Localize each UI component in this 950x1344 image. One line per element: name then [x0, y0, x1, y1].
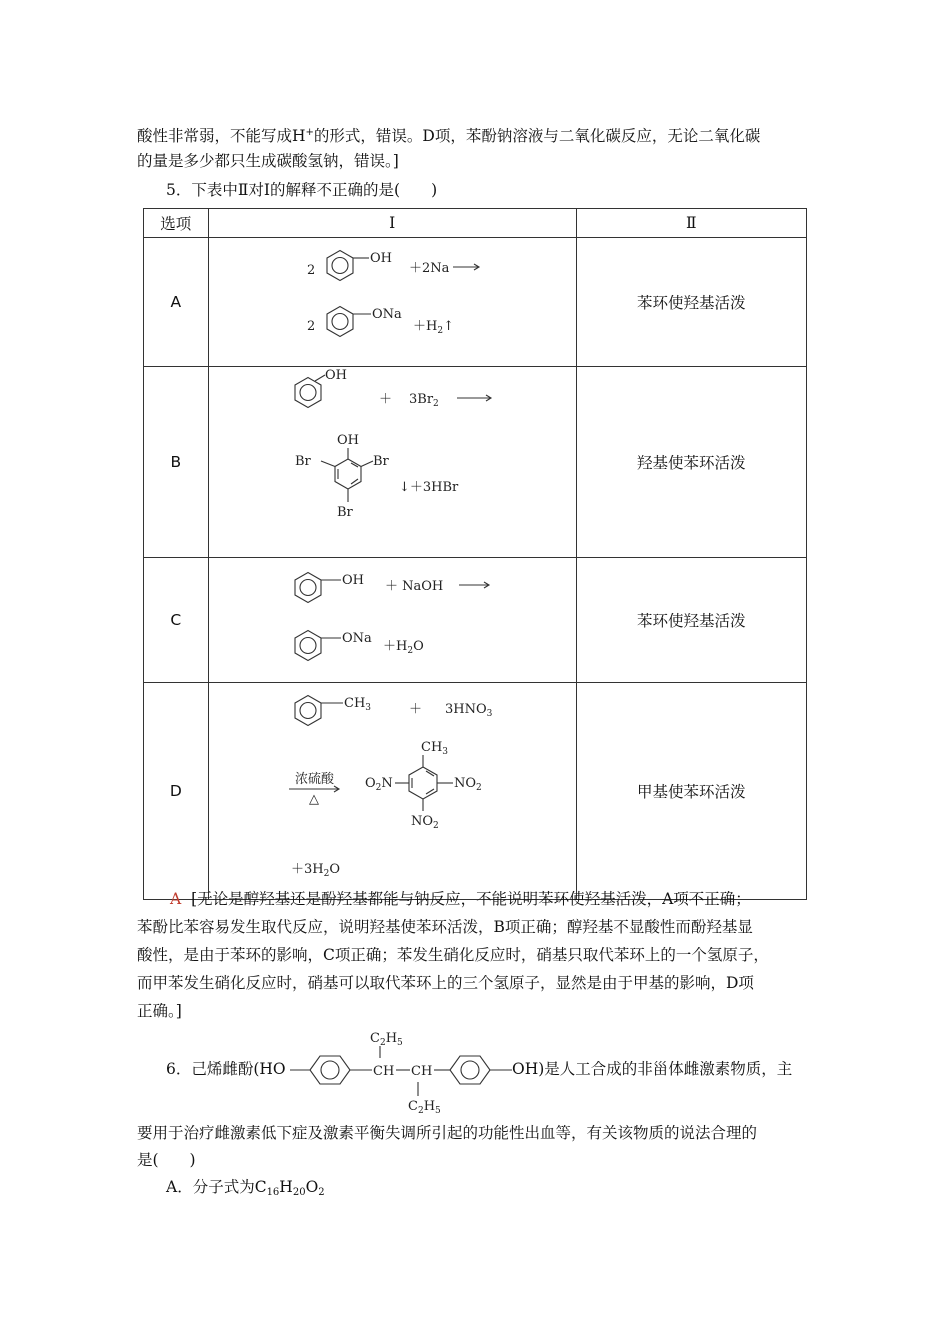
table-row-d — [144, 683, 807, 900]
table-row-c — [144, 558, 807, 683]
benzene-ring-icon — [310, 1056, 350, 1084]
br-right: Br — [372, 454, 389, 469]
row-explanation: 羟基使苯环活泼 — [576, 367, 806, 558]
br-bottom: Br — [336, 505, 353, 520]
reaction-c — [208, 558, 576, 683]
arrow-icon — [457, 395, 491, 401]
svg-text:NO2: $NO_2$ — [410, 814, 439, 831]
oh-label: OH — [324, 368, 347, 383]
header-reaction: Ⅰ — [208, 209, 576, 238]
row-explanation: 苯环使羟基活泼 — [576, 238, 806, 367]
hno3: $3HNO_3$ — [444, 702, 492, 719]
header-option: 选项 — [144, 209, 209, 238]
benzene-ring-icon — [327, 307, 353, 337]
oh-label: OH — [369, 251, 392, 266]
q6-stem-suffix: OH)是人工合成的非甾体雌激素物质，主 — [512, 1060, 793, 1078]
q5-analysis-line-2: 苯酚比苯容易发生取代反应，说明羟基使苯环活泼，B项正确；醇羟基不显酸性而酚羟基显 — [137, 918, 753, 936]
reaction-b — [208, 367, 576, 558]
row-explanation: 甲基使苯环活泼 — [576, 683, 806, 900]
table-header-row — [144, 209, 807, 238]
svg-text:CH3: $CH_3$ — [420, 740, 448, 757]
ch-right: CH — [411, 1064, 433, 1079]
ona-label: ONa — [371, 307, 402, 322]
reaction-d-diagram — [209, 683, 576, 895]
q5-analysis-line-5: 正确。] — [137, 1002, 182, 1020]
svg-text:O2N: $O_2N$ — [364, 776, 393, 793]
delta: △ — [308, 792, 319, 807]
row-option: D — [144, 683, 209, 900]
row-option: A — [144, 238, 209, 367]
row-explanation: 苯环使羟基活泼 — [576, 558, 806, 683]
benzene-ring-icon — [295, 696, 321, 726]
reaction-b-diagram — [209, 367, 576, 553]
plus: ＋ — [408, 702, 422, 717]
q5-table — [143, 208, 807, 900]
plus-h2: $+H_2↑$ — [412, 319, 454, 336]
table-row-b — [144, 367, 807, 558]
down-hbr: ↓＋3HBr — [398, 480, 458, 495]
q6-stem-prefix: 6．己烯雌酚(HO — [166, 1060, 286, 1078]
conc-h2so4: 浓硫酸 — [294, 772, 334, 787]
o2n-label: O — [364, 776, 376, 791]
ona-label: ONa — [341, 631, 372, 646]
no2-right: NO — [453, 776, 476, 791]
ch-left: CH — [373, 1064, 395, 1079]
oh-label: OH — [341, 573, 364, 588]
benzene-ring-icon — [409, 767, 437, 799]
q6-line-2: 要用于治疗雌激素低下症及激素平衡失调所引起的功能性出血等，有关该物质的说法合理的 — [137, 1124, 758, 1142]
answer-letter: A — [170, 890, 182, 908]
c2h5-top: C — [370, 1031, 380, 1046]
svg-text:C2H5: $C_2H_5$ — [370, 1031, 403, 1048]
arrow-icon — [459, 582, 489, 588]
q5-stem: 5．下表中Ⅱ对Ⅰ的解释不正确的是( ) — [166, 181, 438, 199]
hexestrol-structure — [290, 1026, 542, 1116]
row-option: B — [144, 367, 209, 558]
q6-line-3: 是( ) — [137, 1151, 196, 1169]
arrow-icon — [453, 264, 479, 270]
q5-analysis-line-4: 而甲苯发生硝化反应时，硝基可以取代苯环上的三个氢原子，显然是由于甲基的影响，D项 — [137, 974, 754, 992]
c2h5-bottom: C — [408, 1099, 418, 1114]
table-row-a — [144, 238, 807, 367]
plus: ＋ — [378, 392, 392, 407]
header-explanation: Ⅱ — [576, 209, 806, 238]
q6-option-a: A．分子式为$C_{16}H_{20}O_2$ — [166, 1178, 325, 1198]
benzene-ring-icon — [335, 459, 361, 489]
intro-line-2: 的量是多少都只生成碳酸氢钠，错误。] — [137, 152, 399, 170]
benzene-ring-icon — [295, 378, 321, 408]
svg-text:C2H5: $C_2H_5$ — [408, 1099, 441, 1116]
reaction-a-diagram — [209, 238, 576, 362]
coef-2b: 2 — [306, 319, 315, 334]
benzene-ring-icon — [327, 251, 353, 281]
br-left: Br — [294, 454, 311, 469]
plus-2na: ＋2Na — [408, 261, 450, 276]
benzene-ring-icon — [450, 1056, 490, 1084]
coef-2: 2 — [306, 263, 315, 278]
plus-3h2o: $+3H_2O$ — [290, 862, 340, 879]
reaction-d — [208, 683, 576, 900]
br2: $3Br_2$ — [408, 392, 439, 409]
benzene-ring-icon — [295, 573, 321, 603]
oh-top: OH — [336, 433, 359, 448]
row-option: C — [144, 558, 209, 683]
q5-analysis-line-3: 酸性，是由于苯环的影响，C项正确；苯发生硝化反应时，硝基只取代苯环上的一个氢原子， — [137, 946, 769, 964]
svg-text:CH3: $CH_3$ — [343, 696, 371, 713]
q5-analysis-line-1: A [无论是醇羟基还是酚羟基都能与钠反应，不能说明苯环使羟基活泼，A项不正确； — [170, 890, 751, 908]
no2-bottom: NO — [410, 814, 433, 829]
reaction-a — [208, 238, 576, 367]
ch3-label: CH — [343, 696, 365, 711]
plus-h2o: $+H_2O$ — [382, 639, 424, 656]
svg-text:NO2: $NO_2$ — [453, 776, 482, 793]
plus-naoh: ＋ NaOH — [384, 579, 443, 594]
ch3-top: CH — [420, 740, 442, 755]
reaction-c-diagram — [209, 558, 576, 678]
benzene-ring-icon — [295, 631, 321, 661]
intro-line-1: 酸性非常弱，不能写成H+的形式，错误。D项，苯酚钠溶液与二氧化碳反应，无论二氧化碳 — [137, 127, 761, 145]
